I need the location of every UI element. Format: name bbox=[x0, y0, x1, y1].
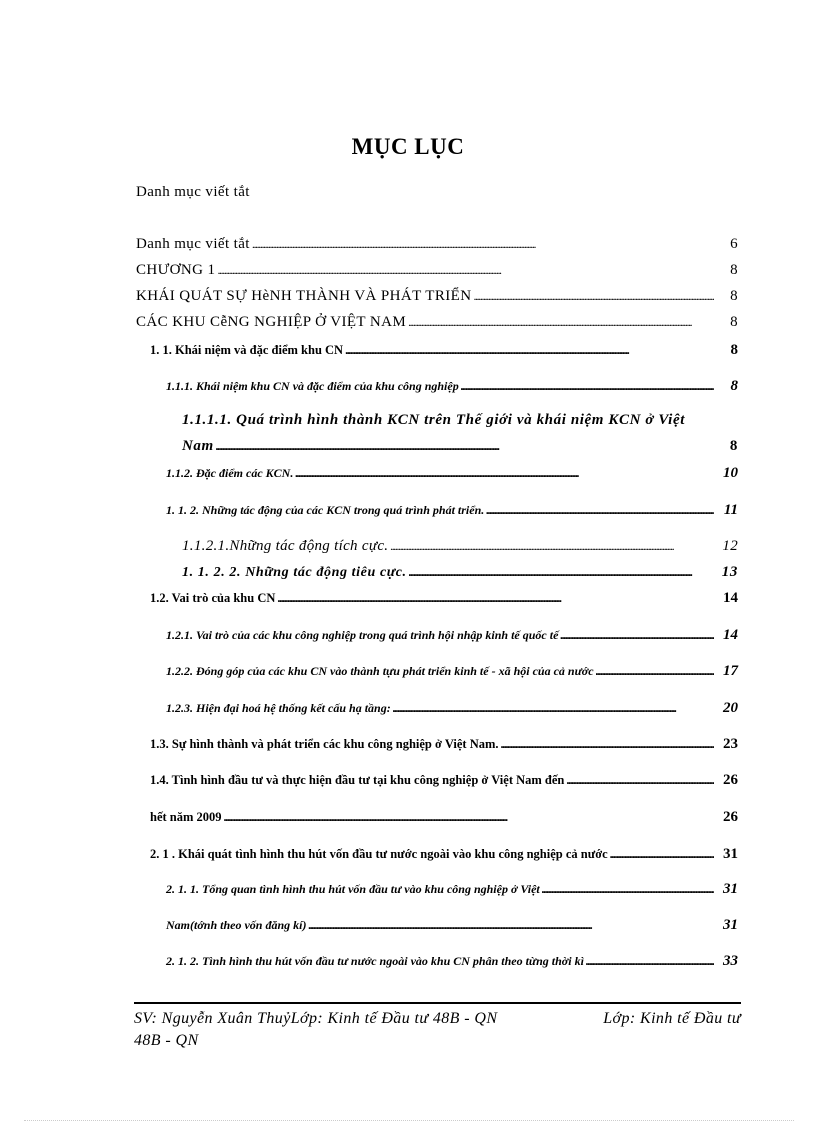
toc-entry-page: 12 bbox=[722, 538, 738, 554]
toc-entry[interactable] bbox=[150, 736, 738, 753]
dot-leader bbox=[461, 379, 714, 394]
dot-leader bbox=[393, 701, 714, 716]
toc-entry-page: 31 bbox=[723, 881, 738, 897]
toc-entry-page: 14 bbox=[723, 590, 738, 606]
dot-leader bbox=[217, 262, 714, 279]
footer-divider bbox=[134, 1002, 741, 1004]
dot-leader bbox=[610, 847, 714, 862]
dot-leader bbox=[566, 773, 714, 788]
dot-leader bbox=[408, 314, 714, 331]
toc-entry-page: 20 bbox=[723, 700, 738, 716]
dot-leader bbox=[277, 591, 714, 606]
dot-leader bbox=[473, 288, 714, 305]
dot-leader bbox=[345, 343, 714, 358]
toc-entry[interactable] bbox=[136, 262, 738, 279]
toc-entry[interactable] bbox=[150, 809, 738, 826]
toc-entry-text: KHÁI QUÁT SỰ HèNH THÀNH VÀ PHÁT TRIỂN bbox=[136, 288, 472, 304]
toc-entry-page: 8 bbox=[730, 262, 738, 278]
toc-entry-text: 1.3. Sự hình thành và phát triển các khu công nghiệp ở Việt Nam. bbox=[150, 737, 499, 751]
dot-leader bbox=[409, 565, 714, 581]
toc-entry-text-line1: 1.1.1.1. Quá trình hình thành KCN trên Thế giới và khái niệm KCN ở Việt bbox=[182, 412, 685, 428]
toc-entry-text: 1.1.2.1.Những tác động tích cực. bbox=[182, 538, 389, 554]
toc-entry[interactable] bbox=[150, 342, 738, 359]
page-footer bbox=[134, 1008, 741, 1052]
toc-entry-text: 1.4. Tình hình đầu tư và thực hiện đầu tư tại khu công nghiệp ở Việt Nam đến bbox=[150, 773, 565, 787]
toc-entry[interactable] bbox=[136, 314, 738, 331]
toc-entry[interactable] bbox=[166, 502, 738, 519]
toc-entry-text: 1.1.1. Khái niệm khu CN và đặc điểm của khu công nghiệp bbox=[166, 379, 459, 393]
footer-right: Lớp: Kinh tế Đầu tư bbox=[603, 1010, 741, 1027]
toc-entry-text: 2. 1. 1. Tổng quan tình hình thu hút vốn đầu tư vào khu công nghiệp ở Việt bbox=[166, 882, 540, 896]
toc-entry-page: 8 bbox=[730, 378, 738, 394]
dot-leader bbox=[224, 810, 714, 825]
toc-entry-page: 14 bbox=[723, 627, 738, 643]
toc-entry[interactable] bbox=[166, 700, 738, 717]
toc-entry-page: 31 bbox=[723, 846, 738, 862]
toc-entry-page: 33 bbox=[723, 953, 738, 969]
toc-entry[interactable] bbox=[150, 590, 738, 607]
toc-entry-text: CHƯƠNG 1 bbox=[136, 262, 216, 278]
toc-entry-text: 1.2. Vai trò của khu CN bbox=[150, 591, 276, 605]
page-title: MỤC LỤC bbox=[351, 134, 465, 159]
dot-leader bbox=[252, 236, 714, 253]
toc-entry-page: 26 bbox=[723, 772, 738, 788]
toc-entry-page: 8 bbox=[730, 288, 738, 304]
pre-heading: Danh mục viết tắt bbox=[136, 184, 250, 200]
toc-entry[interactable] bbox=[166, 663, 738, 680]
dot-leader bbox=[501, 737, 714, 752]
toc-entry[interactable] bbox=[136, 236, 738, 253]
toc-entry[interactable] bbox=[166, 378, 738, 395]
toc-entry[interactable] bbox=[150, 772, 738, 789]
dot-leader bbox=[216, 438, 714, 455]
toc-entry[interactable] bbox=[166, 627, 738, 644]
page-bottom-border bbox=[24, 1120, 794, 1121]
toc-entry[interactable] bbox=[182, 564, 738, 581]
toc-entry-page: 11 bbox=[723, 502, 738, 518]
footer-left: SV: Nguyễn Xuân ThuỷLớp: Kinh tế Đầu tư 48B - QN bbox=[134, 1010, 498, 1027]
toc-entry[interactable] bbox=[166, 917, 738, 934]
toc-entry[interactable] bbox=[182, 438, 738, 455]
toc-entry-page: 17 bbox=[723, 663, 738, 679]
dot-leader bbox=[295, 466, 714, 481]
toc-entry-page: 8 bbox=[729, 438, 738, 454]
toc-entry-text: 1.2.3. Hiện đại hoá hệ thống kết cấu hạ tầng: bbox=[166, 701, 391, 715]
toc-entry-text: 2. 1. 2. Tình hình thu hút vốn đầu tư nước ngoài vào khu CN phân theo từng thời kì bbox=[166, 954, 584, 968]
toc-entry[interactable] bbox=[150, 846, 738, 863]
toc-entry[interactable] bbox=[166, 881, 738, 898]
toc-entry-page: 8 bbox=[730, 342, 738, 358]
toc-entry-text: Nam bbox=[182, 438, 214, 454]
toc-entry[interactable] bbox=[182, 538, 738, 555]
toc-entry[interactable] bbox=[166, 953, 738, 970]
dot-leader bbox=[486, 503, 714, 518]
footer-line2: 48B - QN bbox=[134, 1032, 199, 1049]
toc-entry-text: CÁC KHU CễNG NGHIỆP Ở VIỆT NAM bbox=[136, 314, 407, 330]
dot-leader bbox=[586, 954, 714, 969]
toc-entry-text: Danh mục viết tắt bbox=[136, 236, 250, 252]
toc-entry-page: 10 bbox=[723, 465, 738, 481]
toc-entry-text: hết năm 2009 bbox=[150, 810, 222, 824]
toc-entry-text: 1. 1. 2. 2. Những tác động tiêu cực. bbox=[182, 565, 407, 580]
toc-entry-text: 1.1.2. Đặc điểm các KCN. bbox=[166, 466, 294, 480]
dot-leader bbox=[560, 628, 714, 643]
toc-entry-page: 23 bbox=[723, 736, 738, 752]
dot-leader bbox=[390, 538, 714, 555]
dot-leader bbox=[596, 664, 714, 679]
toc-entry-text: 1.2.1. Vai trò của các khu công nghiệp trong quá trình hội nhập kinh tế quốc tế bbox=[166, 628, 559, 642]
toc-entry-text: Nam(tớnh theo vốn đăng kí) bbox=[166, 918, 307, 932]
toc-entry-page: 8 bbox=[730, 314, 738, 330]
toc-entry-text: 1. 1. 2. Những tác động của các KCN trong quá trình phát triển. bbox=[166, 503, 485, 517]
toc-entry-page: 6 bbox=[730, 236, 738, 252]
dot-leader bbox=[542, 882, 714, 897]
toc-entry-text: 1.2.2. Đóng góp của các khu CN vào thành tựu phát triển kinh tế - xã hội của cả nước bbox=[166, 664, 594, 678]
toc-entry-page: 26 bbox=[723, 809, 738, 825]
toc-entry-page: 13 bbox=[721, 564, 738, 580]
toc-entry[interactable] bbox=[136, 288, 738, 305]
dot-leader bbox=[308, 918, 714, 933]
toc-entry-page: 31 bbox=[723, 917, 738, 933]
toc-entry[interactable] bbox=[166, 465, 738, 482]
toc-entry-text: 1. 1. Khái niệm và đặc điểm khu CN bbox=[150, 343, 344, 357]
toc-entry-text: 2. 1 . Khái quát tình hình thu hút vốn đầu tư nước ngoài vào khu công nghiệp cả nước bbox=[150, 847, 608, 861]
